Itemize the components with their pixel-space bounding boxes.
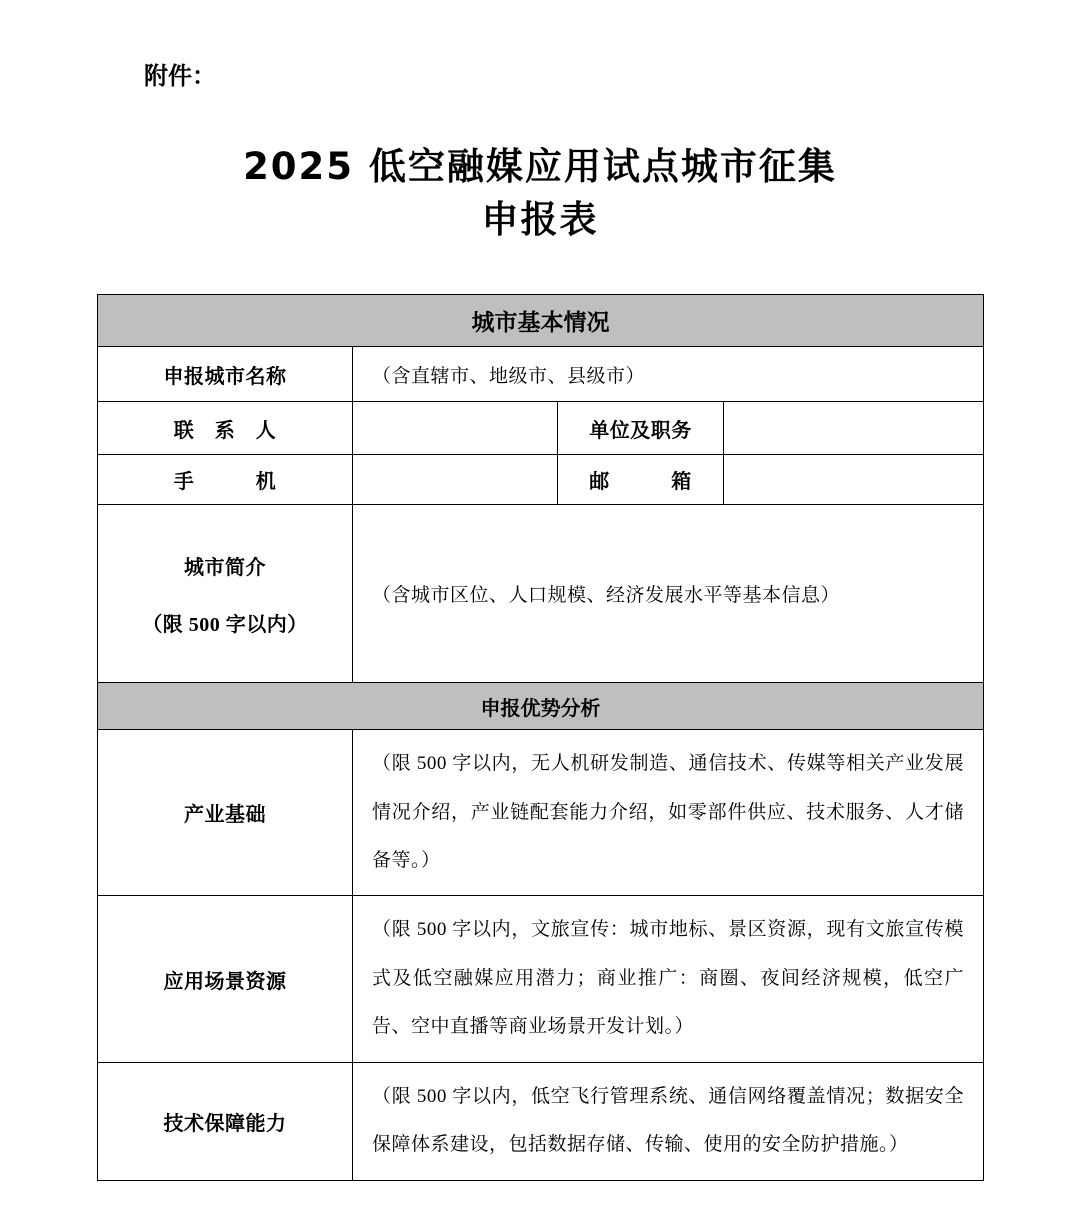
section-header-advantage: 申报优势分析: [98, 683, 984, 730]
row-contact: [98, 402, 984, 455]
section-header-basic-info: 城市基本情况: [98, 295, 984, 347]
city-intro-label: [98, 505, 353, 683]
city-name-hint-cell: （含直辖市、地级市、县级市）: [353, 347, 984, 402]
row-industry-base: [98, 730, 984, 896]
city-name-label: 申报城市名称: [98, 347, 353, 402]
contact-label: 联 系 人: [98, 402, 353, 455]
attachment-label: 附件：: [144, 62, 216, 90]
technical-support-hint-cell: （限 500 字以内，低空飞行管理系统、通信网络覆盖情况；数据安全保障体系建设，包括数据存储、传输、使用的安全防护措施。）: [353, 1062, 984, 1180]
position-value-cell: [724, 402, 984, 455]
application-scenarios-label: 应用场景资源: [98, 896, 353, 1062]
application-form-table: [97, 294, 984, 1181]
document-title-line2: 申报表: [481, 197, 599, 241]
city-intro-label-line1: 城市简介: [184, 556, 266, 579]
industry-base-hint-cell: （限 500 字以内，无人机研发制造、通信技术、传媒等相关产业发展情况介绍，产业链配套能力介绍，如零部件供应、技术服务、人才储备等。）: [353, 730, 984, 896]
phone-label: 手 机: [98, 455, 353, 505]
position-label: 单位及职务: [558, 402, 724, 455]
technical-support-label: 技术保障能力: [98, 1062, 353, 1180]
document-title-line1: 2025 低空融媒应用试点城市征集: [243, 145, 837, 188]
row-technical-support: [98, 1062, 984, 1180]
row-application-scenarios: [98, 896, 984, 1062]
contact-value-cell: [353, 402, 558, 455]
email-value-cell: [724, 455, 984, 505]
row-city-intro: [98, 505, 984, 683]
city-intro-label-line2: （限 500 字以内）: [142, 613, 308, 636]
phone-value-cell: [353, 455, 558, 505]
row-city-name: [98, 347, 984, 402]
city-intro-hint-cell: （含城市区位、人口规模、经济发展水平等基本信息）: [353, 505, 984, 683]
row-section-basic-info: [98, 295, 984, 347]
industry-base-label: 产业基础: [98, 730, 353, 896]
application-scenarios-hint-cell: （限 500 字以内，文旅宣传：城市地标、景区资源，现有文旅宣传模式及低空融媒应用潜力；商业推广：商圈、夜间经济规模，低空广告、空中直播等商业场景开发计划。）: [353, 896, 984, 1062]
row-section-advantage: [98, 683, 984, 730]
row-phone-email: [98, 455, 984, 505]
email-label: 邮 箱: [558, 455, 724, 505]
document-title: [97, 141, 983, 246]
